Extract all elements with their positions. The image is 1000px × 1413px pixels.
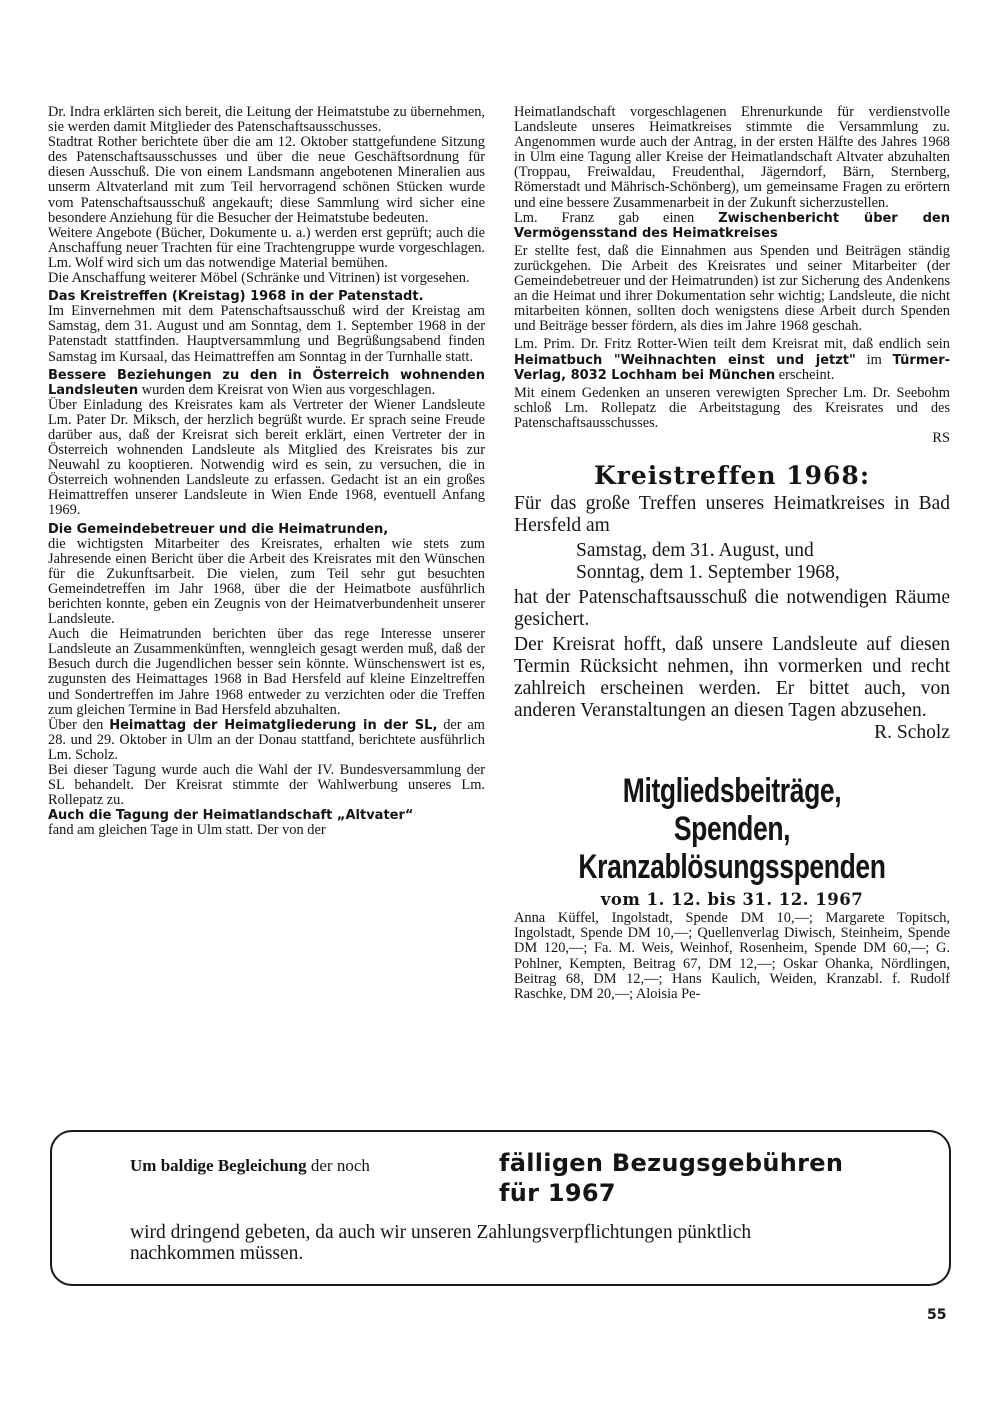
announcement-text: Für das große Treffen unseres Heimatkreises in Bad Hersfeld am (514, 493, 950, 537)
paragraph-text: Über den (48, 716, 110, 733)
announcement (514, 493, 950, 744)
paragraph: fand am gleichen Tage in Ulm statt. Der von der (48, 822, 326, 839)
paragraph-text: im (855, 351, 893, 368)
paragraph-text: Lm. Franz gab einen (514, 209, 719, 226)
paragraph: Heimatlandschaft vorgeschlagenen Ehrenurkunde für verdienstvolle Landsleute unseres Heimatkreises stimmte die Versammlung zu. Angenommen wurde auch der Antrag, in der ersten Hälfte des Jahres 1968 in Ulm eine Tagung aller Kreise der Heimatlandschaft Altvater abzuhalten (Troppau, Freiwaldau, Freudenthal, Jägerndorf, Bärn, Sternberg, Römerstadt und Mährisch-Schönberg), um gemeinsame Fragen zu erörtern und eine bessere Zusammenarbeit in der Zukunft sicherzustellen. (514, 104, 950, 211)
left-column (48, 105, 485, 839)
section-heading: Das Kreistreffen (Kreistag) 1968 in der Patenstadt. (48, 289, 424, 305)
paragraph: Mit einem Gedenken an unseren verewigten Sprecher Lm. Dr. Seebohm schloß Lm. Rollepatz die Arbeitstagung des Kreisrates und des Patenschaftsausschusses. (514, 384, 950, 431)
paragraph (514, 211, 950, 241)
paragraph: Weitere Angebote (Bücher, Dokumente u. a.) werden erst geprüft; auch die Anschaffung neuer Trachten für eine Trachtengruppe wurde vorgeschlagen. Lm. Wolf wird sich um das notwendige Material bemühen. (48, 224, 485, 271)
notice-body: wird dringend gebeten, da auch wir unseren Zahlungsverpflichtungen pünktlich nachkommen müssen. (130, 1222, 752, 1264)
paragraph: Bei dieser Tagung wurde auch die Wahl der IV. Bundesversammlung der SL behandelt. Der Kreisrat stimmte der Wahlwerbung unseres Lm. Rollepatz zu. (48, 762, 485, 809)
announcement-date: Samstag, dem 31. August, und (576, 540, 814, 562)
announcement-date: Sonntag, dem 1. September 1968, (576, 562, 840, 584)
paragraph: Er stellte fest, daß die Einnahmen aus Spenden und Beiträgen ständig zurückgehen. Die Arbeit des Kreisrates und seiner Mitarbeiter (der Gemeindebetreuer und der Heimatrunden) ist zur Sicherung des Andenkens an die Heimat und ihrer Dokumentation sehr wichtig; Landsleute, die nicht mitarbeiten können, sollten doch wenigstens diese Arbeit durch Spenden und Beiträge besser fördern, als dies im Jahre 1968 geschah. (514, 242, 950, 335)
book-title: Heimatbuch "Weihnachten einst und jetzt" (514, 352, 856, 368)
contributions-title (562, 772, 902, 886)
paragraph-text: wurden dem Kreisrat von Wien aus vorgeschlagen. (138, 381, 436, 398)
contributions-title-line: Kranzablösungsspenden (578, 848, 886, 887)
announcement-text: hat der Patenschaftsausschuß die notwendigen Räume gesichert. (514, 587, 950, 631)
paragraph-text: der am 28. und 29. Oktober in Ulm an der Donau stattfand, berichtete ausführlich Lm. Scholz. (48, 716, 485, 763)
notice-intro (130, 1156, 370, 1176)
paragraph: Die Anschaffung weiterer Möbel (Schränke und Vitrinen) ist vorgesehen. (48, 270, 470, 287)
notice-intro-bold: Um baldige Begleichung (130, 1156, 307, 1175)
paragraph (48, 368, 485, 398)
section-heading: Die Gemeindebetreuer und die Heimatrunden, (48, 521, 389, 537)
contributions-title-line: Mitgliedsbeiträge, Spenden, (622, 772, 842, 849)
paragraph: Stadtrat Rother berichtete über die am 12. Oktober stattgefundene Sitzung des Patenschaftsausschusses und über die neue Geschäftsordnung für diesen Ausschuß. Die von einem Landsmann angebotenen Mineralien aus unserm Altvaterland mit zum Teil hervorragend schönen Stücken wurde vom Patenschaftsausschuß angekauft; diese Sammlung wird sicher eine besondere Anziehung für die Besucher der Heimatstube bedeuten. (48, 134, 485, 226)
notice-intro-rest: der noch (306, 1156, 370, 1175)
paragraph (514, 337, 950, 382)
announcement-signature: R. Scholz (874, 722, 950, 744)
kreistreffen-title: Kreistreffen 1968: (593, 461, 871, 491)
paragraph: Im Einvernehmen mit dem Patenschaftsausschuß wird der Kreistag am Samstag, dem 31. August und am Sonntag, dem 1. September 1968 in der Patenstadt stattfinden. Hauptversammlung und Begrüßungsabend finden Samstag im Kursaal, das Heimattreffen am Sonntag in der Turnhalle statt. (48, 303, 485, 365)
paragraph-text: Lm. Prim. Dr. Fritz Rotter-Wien teilt dem Kreisrat mit, daß endlich sein (514, 336, 950, 353)
payment-notice-box (50, 1130, 951, 1286)
paragraph: Über Einladung des Kreisrates kam als Vertreter der Wiener Landsleute Lm. Pater Dr. Miksch, der herzlich begrüßt wurde. Er sprach seine Freude darüber aus, daß der Kreisrat sich bereit erklärt, einen Vertreter der in Österreich wohnenden Landsleute als Mitglied des Kreisrates bis zur Neuwahl zu kooptieren. Notwendig wird es sein, zu versuchen, die in Österreich wohnenden Landsleute zu erfassen. Gedacht ist an ein großes Heimattreffen unserer Landsleute in Wien Ende 1968, eventuell Anfang 1969. (48, 396, 485, 519)
page-number: 55 (927, 1307, 947, 1323)
inline-heading: Zwischenbericht über den Vermögensstand des Heimatkreises (514, 210, 951, 241)
section-heading: Auch die Tagung der Heimatlandschaft „Altvater“ (48, 808, 414, 824)
publisher: Türmer-Verlag, 8032 Lochham bei München (514, 352, 950, 383)
notice-heading-line: für 1967 (499, 1179, 616, 1207)
paragraph: die wichtigsten Mitarbeiter des Kreisrates, erhalten wie stets zum Jahresende einen Bericht über die Arbeit des Kreisrates mit den Wünschen für die Zukunftsarbeit. Die vielen, zum Teil sehr gut besuchten Gemeindetreffen im Jahr 1968, über die der Heimatbote ausführlich berichten konnte, geben ein Zeugnis von der Heimatverbundenheit unserer Landsleute. (48, 535, 485, 628)
contributions-list: Anna Küffel, Ingolstadt, Spende DM 10,—; Margarete Topitsch, Ingolstadt, Spende DM 10,—; Quellenverlag Diwisch, Steinheim, Spende DM 120,—; Fa. M. Weis, Weinhof, Rosenheim, Spende DM 60,—; G. Pohlner, Kempten, Beitrag 67, DM 12,—; Oskar Ohanka, Nördlingen, Beitrag 68, DM 12,—; Hans Kaulich, Weiden, Kranzabl. f. Rudolf Raschke, DM 20,—; Aloisia Pe- (514, 910, 950, 1002)
paragraph (48, 718, 485, 763)
paragraph: Auch die Heimatrunden berichten über das rege Interesse unserer Landsleute an Zusammenkünften, wenngleich gesagt werden muß, daß der Besuch durch die Jugendlichen besser sein könnte. Wünschenswert ist es, zugunsten des Heimattages 1968 in Bad Hersfeld auf kleine Einzeltreffen und Sondertreffen im Jahre 1968 entweder zu verzichten oder die Treffen zum gleichen Termine in Bad Hersfeld abzuhalten. (48, 626, 485, 718)
paragraph: Dr. Indra erklärten sich bereit, die Leitung der Heimatstube zu übernehmen, sie werden damit Mitglieder des Patenschaftsausschusses. (48, 104, 485, 136)
announcement-text: Der Kreisrat hofft, daß unsere Landsleute auf diesen Termin Rücksicht nehmen, ihn vormerken und recht zahlreich erscheinen werden. Er bittet auch, von anderen Veranstaltungen an diesen Tagen abzusehen. (514, 634, 950, 722)
signature: RS (932, 429, 950, 446)
contributions-period: vom 1. 12. bis 31. 12. 1967 (600, 890, 864, 910)
paragraph-text: erscheint. (775, 366, 835, 383)
inline-heading: Heimattag der Heimatgliederung in der SL, (109, 717, 438, 733)
notice-heading (499, 1148, 843, 1208)
notice-heading-line: fälligen Bezugsgebühren (499, 1149, 844, 1177)
section-heading: Bessere Beziehungen zu den in Österreich wohnenden Landsleuten (48, 367, 485, 398)
right-column (514, 105, 950, 1002)
